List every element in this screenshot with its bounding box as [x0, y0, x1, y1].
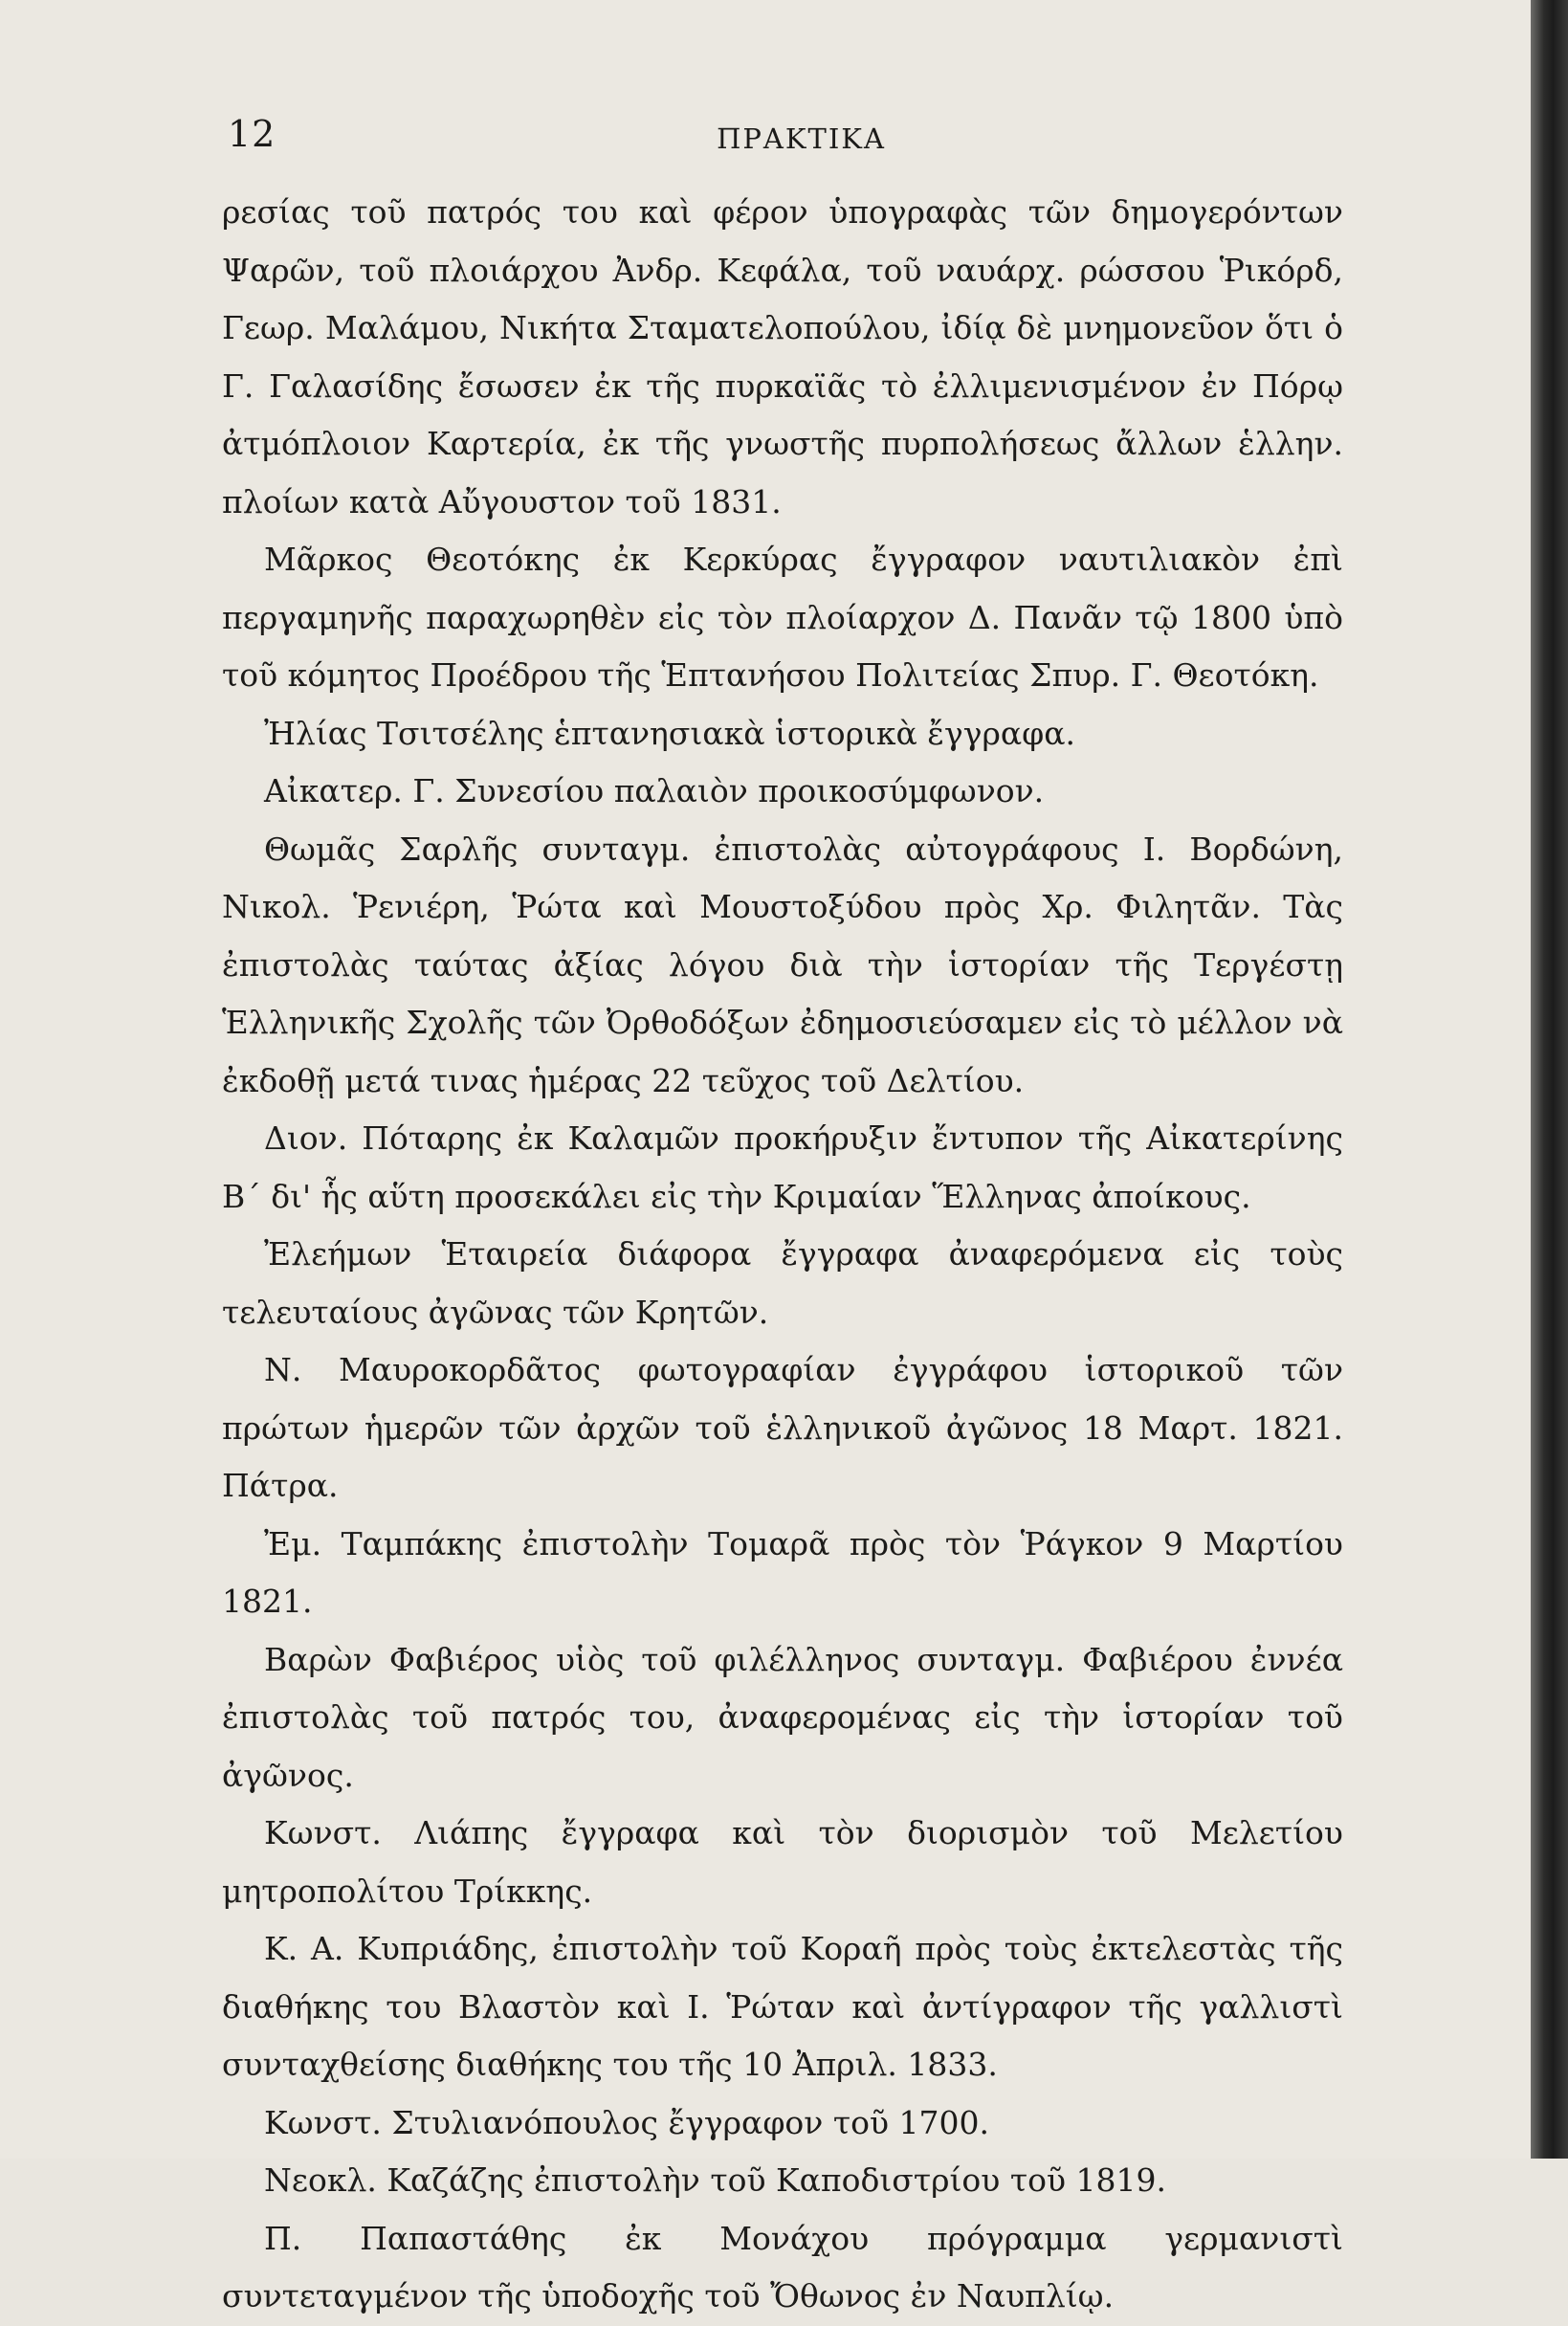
running-head: ΠΡΑΚΤΙΚΑ: [717, 122, 886, 155]
paragraph: Κ. Α. Κυπριάδης, ἐπιστολὴν τοῦ Κοραῆ πρὸς τοὺς ἐκτελεστὰς τῆς διαθήκης του Βλαστὸν καὶ Ι. Ῥώταν καὶ ἀντίγραφον τῆς γαλλιστὶ συνταχθείσης διαθήκης του τῆς 10 Ἀπριλ. 1833.: [222, 1930, 1343, 2083]
paragraph: Κωνστ. Στυλιανόπουλος ἔγγραφον τοῦ 1700.: [264, 2103, 989, 2141]
paragraph: Νεοκλ. Καζάζης ἐπιστολὴν τοῦ Καποδιστρίου τοῦ 1819.: [264, 2161, 1166, 2199]
paragraph: ρεσίας τοῦ πατρός του καὶ φέρον ὑπογραφὰς τῶν δημογερόντων Ψαρῶν, τοῦ πλοιάρχου Ἀνδρ. Κεφάλα, τοῦ ναυάρχ. ρώσσου Ῥικόρδ, Γεωρ. Μαλάμου, Νικήτα Σταματελοπούλου, ἰδίᾳ δὲ μνημονεῦον ὅτι ὁ Γ. Γαλασίδης ἔσωσεν ἐκ τῆς πυρκαϊᾶς τὸ ἐλλιμενισμένον ἐν Πόρῳ ἀτμόπλοιον Καρτερία, ἐκ τῆς γνωστῆς πυρπολήσεως ἄλλων ἑλλην. πλοίων κατὰ Αὔγουστον τοῦ 1831.: [222, 193, 1343, 521]
page-binding-edge: [1531, 0, 1568, 2159]
paragraph: Ν. Μαυροκορδᾶτος φωτογραφίαν ἐγγράφου ἱστορικοῦ τῶν πρώτων ἡμερῶν τῶν ἀρχῶν τοῦ ἑλληνικοῦ ἀγῶνος 18 Μαρτ. 1821. Πάτρα.: [222, 1351, 1343, 1504]
paragraph: Αἰκατερ. Γ. Συνεσίου παλαιὸν προικοσύμφωνον.: [264, 772, 1045, 809]
paragraph: Ἐμ. Ταμπάκης ἐπιστολὴν Τομαρᾶ πρὸς τὸν Ῥάγκον 9 Μαρτίου 1821.: [222, 1524, 1343, 1620]
paragraph: Μᾶρκος Θεοτόκης ἐκ Κερκύρας ἔγγραφον ναυτιλιακὸν ἐπὶ περγαμηνῆς παραχωρηθὲν εἰς τὸν πλοίαρχον Δ. Πανᾶν τῷ 1800 ὑπὸ τοῦ κόμητος Προέδρου τῆς Ἑπτανήσου Πολιτείας Σπυρ. Γ. Θεοτόκη.: [222, 541, 1343, 694]
body-text: [222, 184, 1343, 2326]
paragraph: Βαρὼν Φαβιέρος υἱὸς τοῦ φιλέλληνος συνταγμ. Φαβιέρου ἐννέα ἐπιστολὰς τοῦ πατρός του, ἀναφερομένας εἰς τὴν ἱστορίαν τοῦ ἀγῶνος.: [222, 1640, 1343, 1794]
paragraph: Ἠλίας Τσιτσέλης ἑπτανησιακὰ ἱστορικὰ ἔγγραφα.: [264, 714, 1076, 752]
paragraph: Θωμᾶς Σαρλῆς συνταγμ. ἐπιστολὰς αὐτογράφους Ι. Βορδώνη, Νικολ. Ῥενιέρη, Ῥώτα καὶ Μουστοξύδου πρὸς Χρ. Φιλητᾶν. Τὰς ἐπιστολὰς ταύτας ἀξίας λόγου διὰ τὴν ἱστορίαν τῆς Τεργέστῃ Ἑλληνικῆς Σχολῆς τῶν Ὀρθοδόξων ἐδημοσιεύσαμεν εἰς τὸ μέλλον νὰ ἐκδοθῇ μετά τινας ἡμέρας 22 τεῦχος τοῦ Δελτίου.: [222, 830, 1343, 1099]
paragraph: Κωνστ. Λιάπης ἔγγραφα καὶ τὸν διορισμὸν τοῦ Μελετίου μητροπολίτου Τρίκκης.: [222, 1814, 1343, 1910]
paragraph: Π. Παπαστάθης ἐκ Μονάχου πρόγραμμα γερμανιστὶ συντεταγμένον τῆς ὑποδοχῆς τοῦ Ὄθωνος ἐν Ναυπλίῳ.: [222, 2219, 1343, 2315]
paragraph: Ἐλεήμων Ἑταιρεία διάφορα ἔγγραφα ἀναφερόμενα εἰς τοὺς τελευταίους ἀγῶνας τῶν Κρητῶν.: [222, 1235, 1343, 1331]
page-header: [220, 113, 1344, 161]
paragraph: Διον. Πόταρης ἐκ Καλαμῶν προκήρυξιν ἔντυπον τῆς Αἰκατερίνης Β΄ δι' ἧς αὕτη προσεκάλει εἰς τὴν Κριμαίαν Ἕλληνας ἀποίκους.: [222, 1119, 1343, 1215]
page-number: 12: [228, 113, 276, 155]
